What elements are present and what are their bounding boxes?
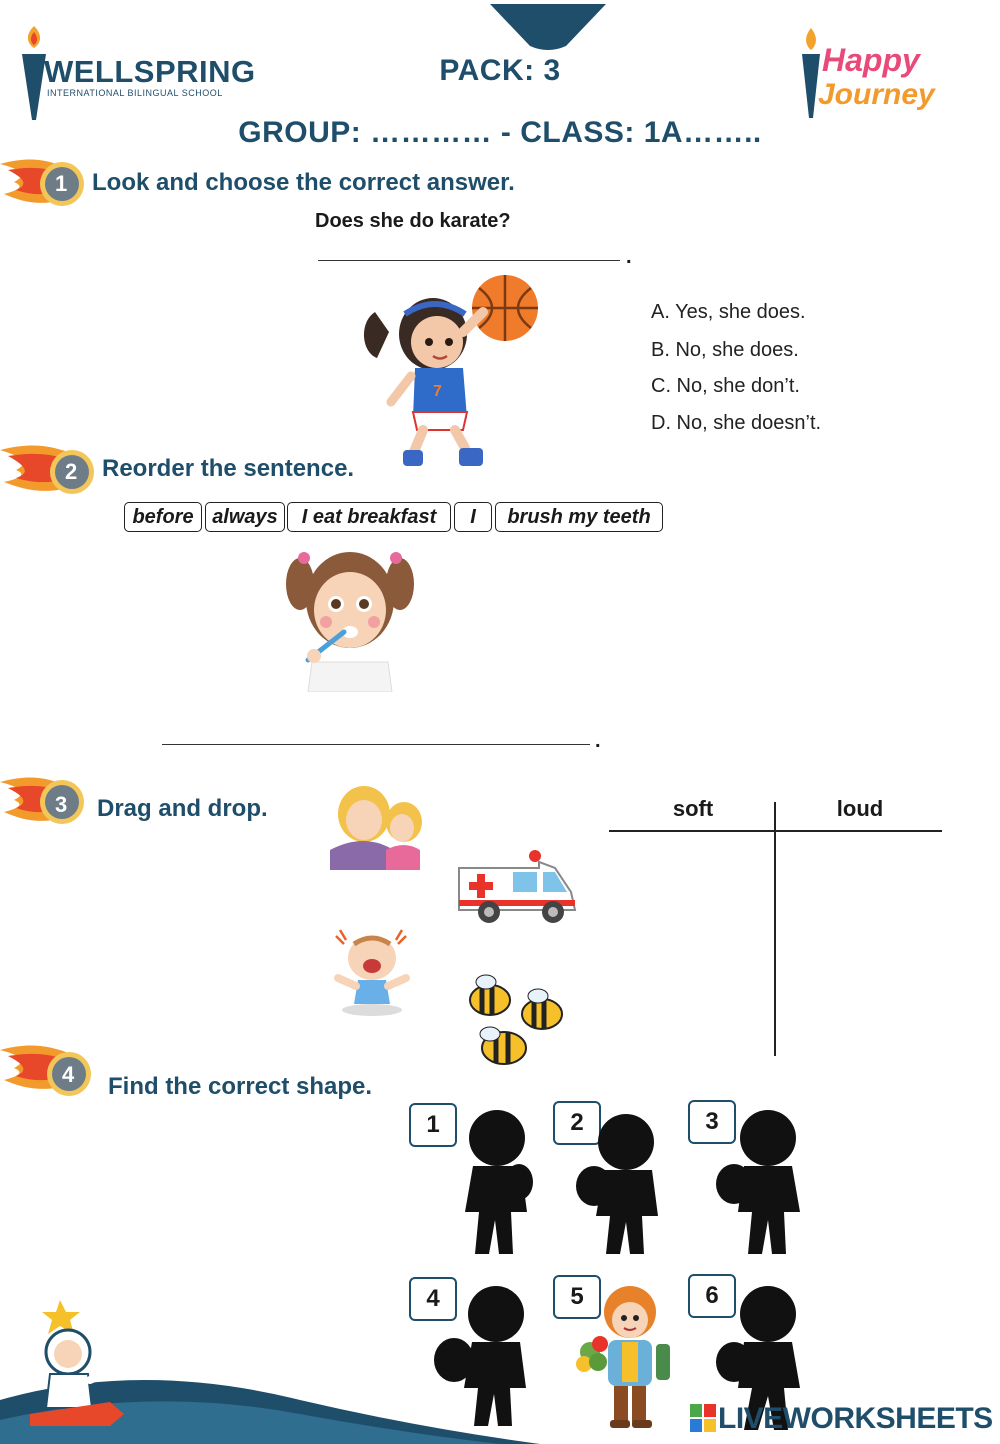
group-class-title: GROUP: ………… - CLASS: 1A…….. [238, 116, 762, 149]
t-chart-vertical-line [774, 802, 776, 1056]
shape-number-3: 3 [688, 1100, 736, 1144]
liveworksheets-text: LIVEWORKSHEETS [718, 1402, 993, 1435]
section3-number: 3 [55, 792, 68, 817]
silhouette-1[interactable] [455, 1108, 535, 1258]
silhouette-3[interactable] [714, 1108, 810, 1258]
word-tile-i-eat-breakfast[interactable]: I eat breakfast [287, 502, 451, 532]
crying-baby-illustration [330, 926, 414, 1018]
soft-drop-zone[interactable] [612, 836, 770, 1052]
section1-title: Look and choose the correct answer. [92, 169, 515, 196]
section3-badge [0, 768, 96, 836]
silhouette-2[interactable] [574, 1112, 674, 1258]
school-subtitle: INTERNATIONAL BILINGUAL SCHOOL [47, 88, 223, 98]
section1-answer-period: . [626, 246, 632, 268]
top-notch-decoration [490, 0, 606, 50]
boy-with-flowers-illustration [574, 1282, 674, 1432]
shape-number-1: 1 [409, 1103, 457, 1147]
liveworksheets-logo-icon [690, 1404, 716, 1434]
soft-column-header: soft [672, 796, 714, 821]
girl-brushing-teeth-illustration [282, 544, 417, 692]
loud-drop-zone[interactable] [780, 836, 940, 1052]
option-a[interactable]: A. Yes, she does. [651, 301, 806, 323]
section2-title: Reorder the sentence. [102, 455, 355, 482]
section4-number: 4 [62, 1062, 75, 1087]
section2-answer-period: . [595, 730, 601, 752]
liveworksheets-brand [690, 1402, 993, 1438]
option-c[interactable]: C. No, she don’t. [651, 375, 800, 397]
bees-illustration [464, 974, 570, 1072]
word-tile-brush-my-teeth[interactable]: brush my teeth [495, 502, 663, 532]
section2-answer-line[interactable] [162, 744, 590, 745]
section2-badge [0, 432, 106, 502]
shape-number-5: 5 [553, 1275, 601, 1319]
mother-whispering-illustration [324, 784, 428, 870]
astronaut-rocket-illustration [20, 1296, 130, 1436]
shape-number-4: 4 [409, 1277, 457, 1321]
question-text: Does she do karate? [315, 210, 511, 232]
option-b[interactable]: B. No, she does. [651, 339, 799, 361]
logo-journey-text: Journey [818, 78, 935, 111]
loud-column-header: loud [836, 796, 884, 821]
shape-number-6: 6 [688, 1274, 736, 1318]
section2-number: 2 [65, 459, 78, 484]
svg-text:7: 7 [433, 383, 442, 400]
word-tile-i[interactable]: I [454, 502, 492, 532]
pack-title: PACK: 3 [439, 54, 561, 87]
school-name: WELLSPRING [44, 54, 256, 89]
logo-happy-text: Happy [822, 42, 920, 78]
basketball-girl-illustration [355, 272, 545, 480]
word-tile-always[interactable]: always [205, 502, 285, 532]
word-tile-before[interactable]: before [124, 502, 202, 532]
ambulance-illustration [455, 848, 579, 926]
section1-badge [0, 146, 96, 214]
section3-title: Drag and drop. [97, 795, 268, 822]
section4-title: Find the correct shape. [108, 1073, 373, 1100]
option-d[interactable]: D. No, she doesn’t. [651, 412, 822, 434]
section4-badge [0, 1036, 100, 1104]
section1-answer-line[interactable] [318, 260, 620, 261]
section1-number: 1 [55, 171, 68, 196]
shape-number-2: 2 [553, 1101, 601, 1145]
